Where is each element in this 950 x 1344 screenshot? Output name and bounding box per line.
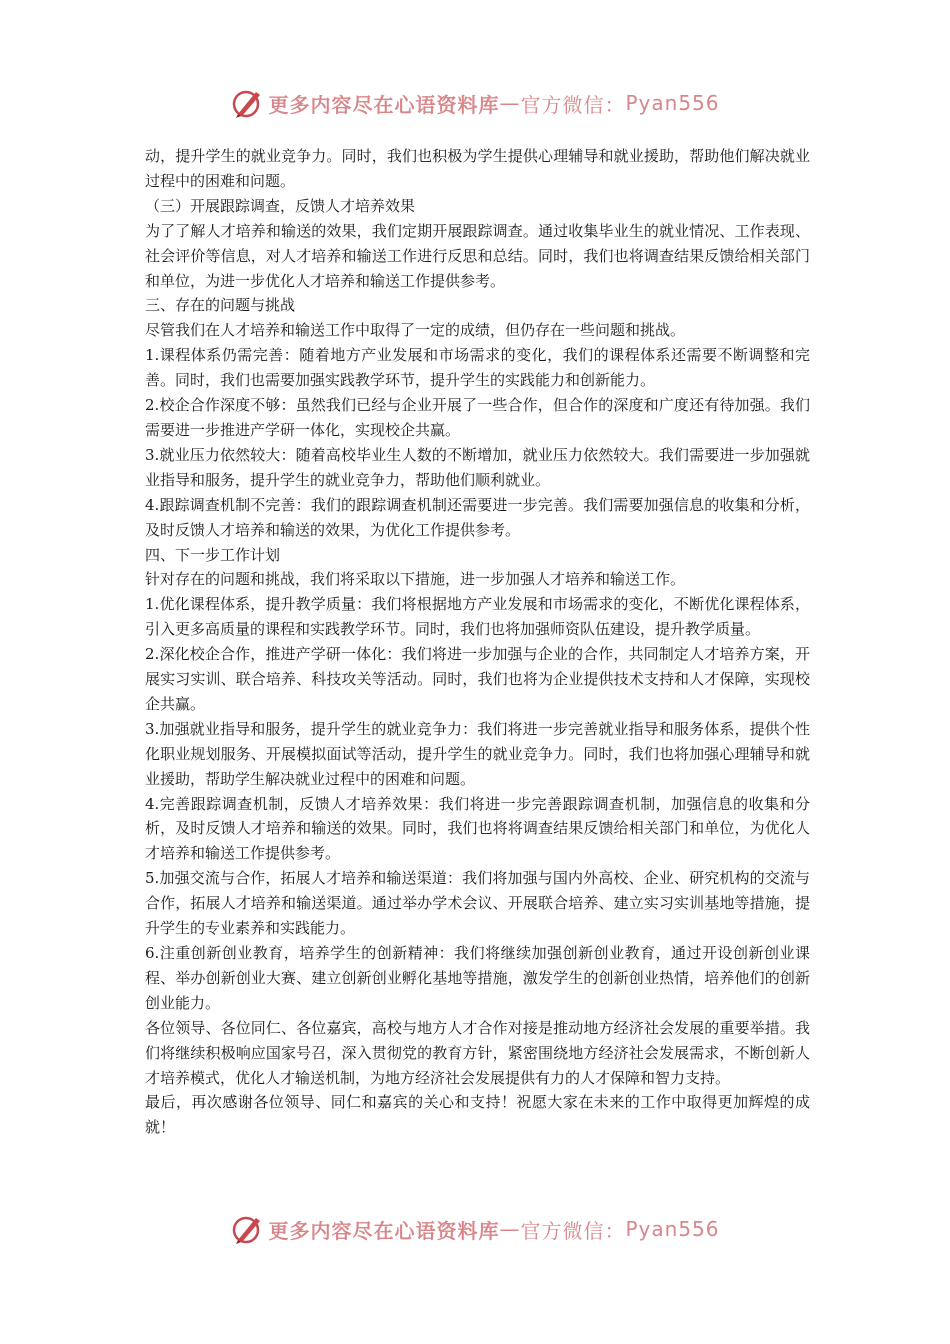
list-item: 4.跟踪调查机制不完善：我们的跟踪调查机制还需要进一步完善。我们需要加强信息的收集和分析，及时反馈人才培养和输送的效果，为优化工作提供参考。 xyxy=(145,495,810,539)
section-subheading: （三）开展跟踪调查，反馈人才培养效果 xyxy=(145,196,416,215)
section-heading: 三、存在的问题与挑战 xyxy=(145,296,296,315)
brand-text: 更多内容尽在心语资料库 xyxy=(268,1218,500,1243)
list-item: 3.加强就业指导和服务，提升学生的就业竞争力：我们将进一步完善就业指导和服务体系，提供个性化职业规划服务、开展模拟面试等活动，提升学生的就业竞争力。同时，我们也将加强心理辅导和就业援助，帮助学生解决就业过程中的困难和问题。 xyxy=(145,719,810,788)
paragraph: 尽管我们在人才培养和输送工作中取得了一定的成绩，但仍存在一些问题和挑战。 xyxy=(145,321,686,340)
paragraph: 针对存在的问题和挑战，我们将采取以下措施，进一步加强人才培养和输送工作。 xyxy=(145,570,686,589)
brand-text: 更多内容尽在心语资料库 xyxy=(268,92,500,117)
brand-dash: — xyxy=(499,1217,521,1241)
brand-dash: — xyxy=(499,91,521,115)
list-item: 1.课程体系仍需完善：随着地方产业发展和市场需求的变化，我们的课程体系还需要不断调整和完善。同时，我们也需要加强实践教学环节，提升学生的实践能力和创新能力。 xyxy=(145,346,810,390)
list-item: 6.注重创新创业教育，培养学生的创新精神：我们将继续加强创新创业教育，通过开设创新创业课程、举办创新创业大赛、建立创新创业孵化基地等措施，激发学生的创新创业热情，培养他们的创新创业能力。 xyxy=(145,944,810,1012)
list-item: 2.校企合作深度不够：虽然我们已经与企业开展了一些合作，但合作的深度和广度还有待加强。我们需要进一步推进产学研一体化，实现校企共赢。 xyxy=(145,396,810,439)
wechat-label: 官方微信： xyxy=(520,1218,626,1243)
section-heading: 四、下一步工作计划 xyxy=(145,545,281,564)
wechat-id: Pyan556 xyxy=(625,1217,720,1241)
list-item: 1.优化课程体系，提升教学质量：我们将根据地方产业发展和市场需求的变化，不断优化课程体系，引入更多高质量的课程和实践教学环节。同时，我们也将加强师资队伍建设，提升教学质量。 xyxy=(145,595,810,639)
paragraph: 各位领导、各位同仁、各位嘉宾，高校与地方人才合作对接是推动地方经济社会发展的重要举措。我们将继续积极响应国家号召，深入贯彻党的教育方针，紧密围绕地方经济社会发展需求，不断创新人才培养模式，优化人才输送机制，为地方经济社会发展提供有力的人才保障和智力支持。 xyxy=(145,1018,810,1087)
list-item: 5.加强交流与合作，拓展人才培养和输送渠道：我们将加强与国内外高校、企业、研究机构的交流与合作，拓展人才培养和输送渠道。通过举办学术会议、开展联合培养、建立实习实训基地等措施，提升学生的专业素养和实践能力。 xyxy=(145,869,810,938)
list-item: 3.就业压力依然较大：随着高校毕业生人数的不断增加，就业压力依然较大。我们需要进一步加强就业指导和服务，提升学生的就业竞争力，帮助他们顺利就业。 xyxy=(145,445,810,489)
paragraph: 为了了解人才培养和输送的效果，我们定期开展跟踪调查。通过收集毕业生的就业情况、工作表现、社会评价等信息，对人才培养和输送工作进行反思和总结。同时，我们也将调查结果反馈给相关部门和单位，为进一步优化人才培养和输送工作提供参考。 xyxy=(145,221,810,290)
footer-watermark xyxy=(0,1212,950,1246)
document-body xyxy=(145,144,810,1140)
pen-logo-icon xyxy=(230,86,264,120)
list-item: 2.深化校企合作，推进产学研一体化：我们将进一步加强与企业的合作，共同制定人才培养方案，开展实习实训、联合培养、科技攻关等活动。同时，我们也将为企业提供技术支持和人才保障，实现校企共赢。 xyxy=(145,645,810,713)
wechat-label: 官方微信： xyxy=(520,92,626,117)
pen-logo-icon xyxy=(230,1212,264,1246)
list-item: 4.完善跟踪调查机制，反馈人才培养效果：我们将进一步完善跟踪调查机制，加强信息的收集和分析，及时反馈人才培养和输送的效果。同时，我们也将将调查结果反馈给相关部门和单位，为优化人才培养和输送工作提供参考。 xyxy=(145,794,810,863)
paragraph: 动，提升学生的就业竞争力。同时，我们也积极为学生提供心理辅导和就业援助，帮助他们解决就业过程中的困难和问题。 xyxy=(145,147,810,190)
wechat-id: Pyan556 xyxy=(625,91,720,115)
header-watermark xyxy=(0,86,950,120)
paragraph: 最后，再次感谢各位领导、同仁和嘉宾的关心和支持！祝愿大家在未来的工作中取得更加辉煌的成就！ xyxy=(145,1093,810,1137)
